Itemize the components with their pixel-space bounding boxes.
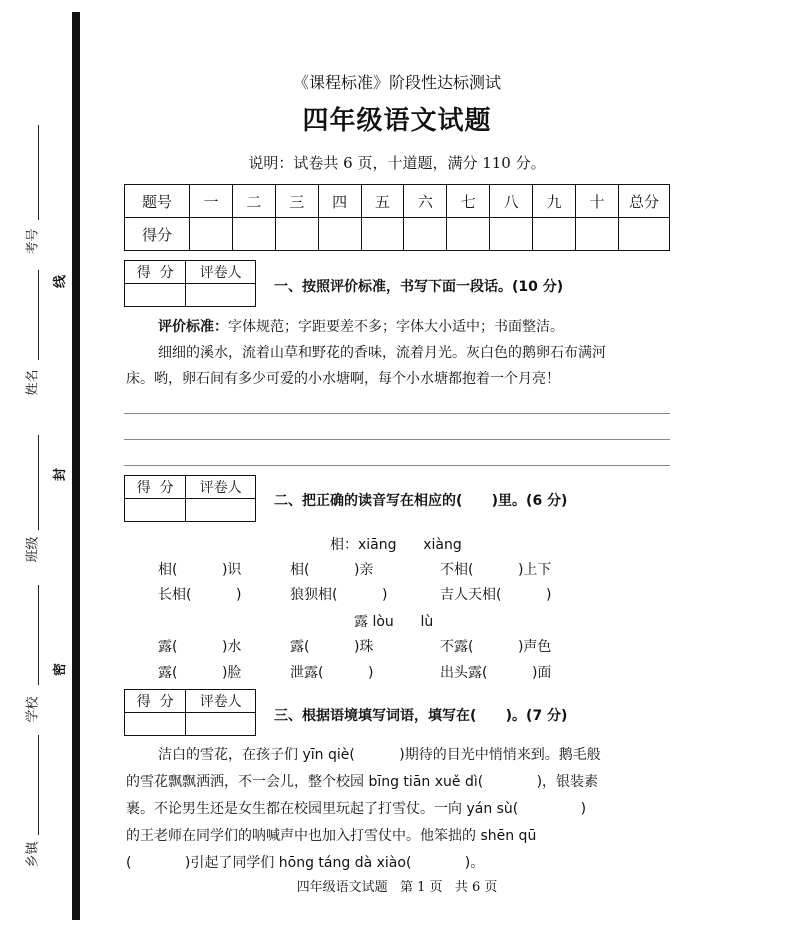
q1-title: 一、按照评价标准，书写下面一段话。(10 分) [274, 279, 564, 295]
q1-criteria-label: 评价标准： [158, 319, 228, 335]
q1-passage-line1: 细细的溪水，流着山草和野花的香味，流着月光。灰白色的鹅卵石布满河 [158, 345, 606, 361]
score-cell: 九 [533, 185, 576, 218]
score-table-score-row [125, 218, 670, 251]
score-cell: 五 [361, 185, 404, 218]
q2-title: 二、把正确的读音写在相应的( )里。(6 分) [274, 493, 568, 509]
q3-line: 的王老师在同学们的呐喊声中也加入打雪仗中。他笨拙的 shēn qū [126, 828, 537, 844]
exam-title: 四年级语文试题 [302, 106, 492, 136]
grader-score-blank[interactable] [125, 713, 186, 736]
score-blank[interactable] [232, 218, 275, 251]
binding-bar [72, 12, 80, 920]
q2-item: 长相( ) [158, 587, 242, 603]
score-cell: 三 [275, 185, 318, 218]
q1-writing-line[interactable] [124, 439, 670, 440]
q2-item: 相( )亲 [290, 562, 374, 578]
score-cell: 二 [232, 185, 275, 218]
margin-blank-school [38, 585, 39, 685]
q3-line: 裹。不论男生还是女生都在校园里玩起了打雪仗。一向 yán sù( ) [126, 801, 587, 817]
q3-line: 洁白的雪花，在孩子们 yīn qiè( )期待的目光中悄悄来到。鹅毛般 [158, 747, 601, 763]
q2-item: 相( )识 [158, 562, 242, 578]
q1-writing-line[interactable] [124, 413, 670, 414]
q2-item: 泄露( ) [290, 665, 374, 681]
score-blank[interactable] [361, 218, 404, 251]
margin-blank-class [38, 435, 39, 530]
score-table-header-row [125, 185, 670, 218]
q2-item: 露( )珠 [290, 639, 374, 655]
grader-score-blank[interactable] [125, 499, 186, 522]
grader-score-blank[interactable] [125, 284, 186, 307]
q2-item: 吉人天相( ) [440, 587, 552, 603]
grader-box-q2 [124, 475, 256, 522]
margin-label-exam-no: 考号 [25, 228, 41, 255]
grader-name-blank[interactable] [186, 284, 256, 307]
score-cell: 四 [318, 185, 361, 218]
score-cell: 八 [490, 185, 533, 218]
q2-heading-lu: 露 lòu lù [354, 614, 434, 630]
score-blank[interactable] [447, 218, 490, 251]
score-blank[interactable] [404, 218, 447, 251]
score-blank[interactable] [275, 218, 318, 251]
score-table [124, 184, 670, 251]
grader-name-blank[interactable] [186, 713, 256, 736]
margin-label-school: 学校 [25, 696, 41, 723]
score-cell: 十 [576, 185, 619, 218]
margin-blank-town [38, 735, 39, 835]
q1-criteria-text: 字体规范；字距要差不多；字体大小适中；书面整洁。 [228, 319, 564, 335]
score-cell: 七 [447, 185, 490, 218]
cut-mark-seal: 封 [53, 467, 69, 482]
score-blank[interactable] [533, 218, 576, 251]
q1-passage-line2: 床。哟，卵石间有多少可爱的小水塘啊，每个小水塘都抱着一个月亮！ [126, 371, 560, 387]
margin-blank-name [38, 270, 39, 360]
margin-label-class: 班级 [25, 536, 41, 563]
grader-name-label: 评卷人 [186, 476, 256, 499]
page-footer: 四年级语文试题 第 1 页 共 6 页 [296, 880, 498, 895]
score-cell: 总分 [619, 185, 670, 218]
q2-item: 露( )水 [158, 639, 242, 655]
grader-score-label: 得 分 [125, 690, 186, 713]
score-blank[interactable] [190, 218, 233, 251]
q2-item: 不露( )声色 [440, 639, 552, 655]
grader-score-label: 得 分 [125, 261, 186, 284]
exam-subtitle: 《课程标准》阶段性达标测试 [292, 73, 501, 92]
grader-name-label: 评卷人 [186, 690, 256, 713]
q2-item: 不相( )上下 [440, 562, 552, 578]
margin-label-town: 乡镇 [25, 841, 41, 868]
score-blank[interactable] [619, 218, 670, 251]
score-cell: 题号 [125, 185, 190, 218]
grader-box-q1 [124, 260, 256, 307]
score-cell: 六 [404, 185, 447, 218]
score-blank[interactable] [318, 218, 361, 251]
q3-title: 三、根据语境填写词语，填写在( )。(7 分) [274, 708, 568, 724]
score-blank[interactable] [490, 218, 533, 251]
q3-line: 的雪花飘飘洒洒，不一会儿，整个校园 bīng tiān xuě dì( )，银装素 [126, 774, 599, 790]
q2-item: 出头露( )面 [440, 665, 552, 681]
score-cell: 一 [190, 185, 233, 218]
q2-item: 狼狈相( ) [290, 587, 388, 603]
grader-score-label: 得 分 [125, 476, 186, 499]
grader-name-label: 评卷人 [186, 261, 256, 284]
cut-mark-secret: 密 [53, 662, 69, 677]
q3-line: ( )引起了同学们 hōng táng dà xiào( )。 [126, 855, 485, 871]
grader-box-q3 [124, 689, 256, 736]
cut-mark-line: 线 [53, 274, 69, 289]
q1-criteria [158, 314, 564, 340]
grader-name-blank[interactable] [186, 499, 256, 522]
q1-writing-line[interactable] [124, 465, 670, 466]
score-row-label: 得分 [125, 218, 190, 251]
q2-heading-xiang: 相：xiāng xiàng [330, 537, 462, 553]
q2-item: 露( )脸 [158, 665, 242, 681]
exam-note: 说明：试卷共 6 页，十道题，满分 110 分。 [248, 154, 546, 172]
margin-label-name: 姓名 [25, 369, 41, 396]
score-blank[interactable] [576, 218, 619, 251]
